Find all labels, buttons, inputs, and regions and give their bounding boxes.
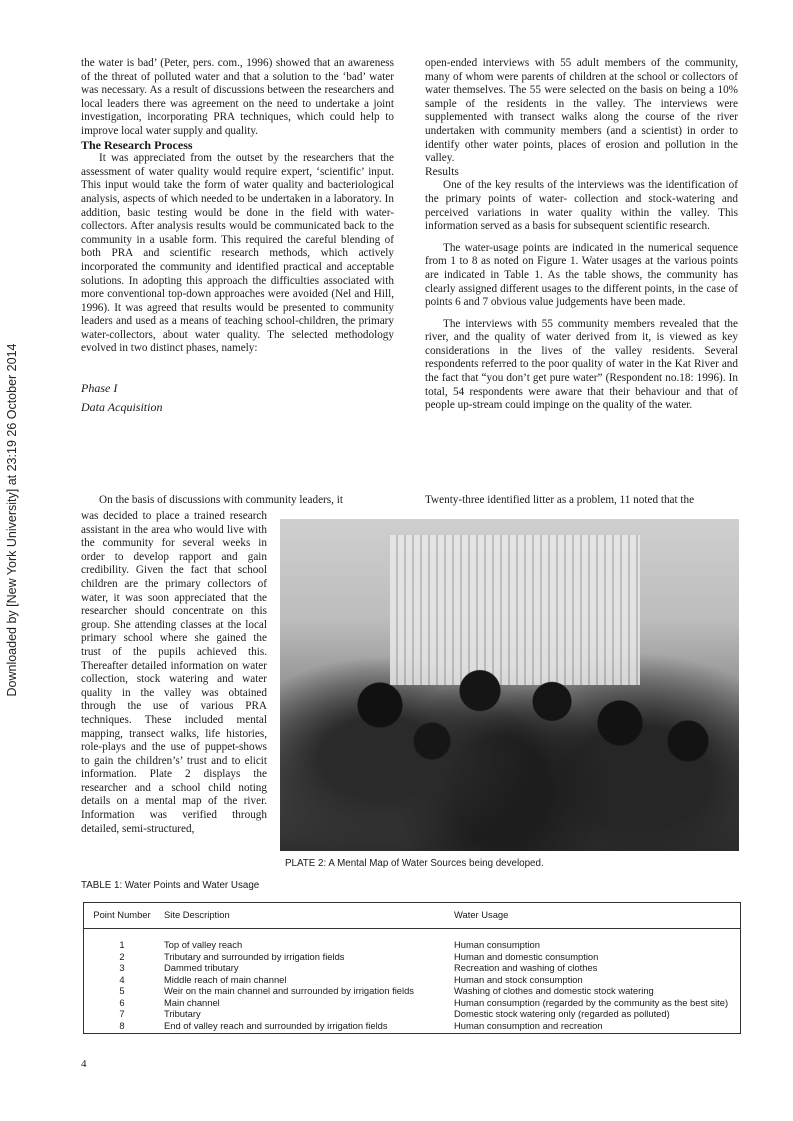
cell-site: Weir on the main channel and surrounded by irrigation fields	[164, 985, 414, 996]
cell-number: 1	[119, 939, 125, 950]
cell-site: Top of valley reach	[164, 939, 243, 950]
table-row	[84, 974, 740, 986]
spanning-line-left: On the basis of discussions with community leaders, it	[99, 494, 343, 506]
subphase-heading: Data Acquisition	[81, 399, 163, 414]
results-heading: Results	[425, 165, 459, 178]
cell-number: 7	[119, 1008, 125, 1019]
table-row	[84, 985, 740, 997]
paragraph: was decided to place a trained research assistant in the area who would live with the community for several weeks in order to develop rapport and gain credibility. Given the fact that school children are the primary collectors of water, it was soon appreciated that the researcher should concentrate on this group. She attending classes at the local primary school where she gained the trust of the pupils achieved this. Thereafter detailed information on water collection, stock watering and water quality in the valley was obtained through the use of various PRA techniques. These included mental mapping, transect walks, life histories, role-plays and the use of puppet-shows to gain the children’s’ trust and to elicit information. Plate 2 displays the researcher and a school child noting details on a mental map of the river. Information was verified through detailed, semi-structured,	[81, 510, 267, 835]
cell-number: 6	[119, 996, 125, 1008]
paragraph: open-ended interviews with 55 adult members of the community, many of whom were parents of children at the school or collectors of water themselves. The 55 were selected on the basis on being a 10% sample of the residents in the valley. The interviews were supplemented with transect walks along the course of the river undertaken with community members (and a scientist) in order to identify other water points, places of erosion and pollution in the valley.	[425, 57, 738, 165]
cell-number: 3	[119, 962, 125, 973]
section-heading: The Research Process	[81, 137, 193, 152]
cell-number: 4	[119, 973, 125, 985]
right-column-top	[425, 57, 738, 413]
spanning-line	[81, 494, 738, 508]
water-points-table	[83, 902, 741, 1034]
cell-usage: Human consumption (regarded by the community as the best site)	[454, 996, 729, 1008]
page-number: 4	[81, 1058, 87, 1070]
cell-number: 2	[119, 950, 125, 962]
table-header-row	[84, 903, 740, 929]
cell-usage: Domestic stock watering only (regarded as polluted)	[454, 1008, 670, 1019]
left-column-narrow	[81, 510, 267, 836]
cell-usage: Human consumption	[454, 939, 540, 950]
paragraph: One of the key results of the interviews was the identification of the primary points of water- collection and stock-watering and perceived variations in water quality within the valley. This information served as a basis for subsequent scientific research.	[425, 179, 738, 233]
download-watermark	[3, 290, 21, 750]
download-watermark-text: Downloaded by [New York University] at 23:19 26 October 2014	[5, 343, 19, 697]
paragraph: The interviews with 55 community members revealed that the river, and the quality of water derived from it, is viewed as key considerations in the lives of the valley residents. Several respondents referred to the poor quality of water in the Kat River and the fact that “you don’t get pure water” (Respondent no.18: 1996). In total, 54 respondents were aware that their behaviour and that of people up-stream could impinge on the quality of the water.	[425, 317, 738, 412]
cell-site: Tributary and surrounded by irrigation fields	[164, 950, 345, 962]
cell-usage: Human and domestic consumption	[454, 950, 599, 962]
header-site-description: Site Description	[160, 903, 450, 929]
cell-site: Tributary	[164, 1008, 201, 1019]
table-row	[84, 997, 740, 1009]
paragraph: It was appreciated from the outset by the researchers that the assessment of water quality would require expert, ‘scientific’ input. This input would take the form of water quality and bacteriological analysis, aspects of which needed to be undertaken in a laboratory. In addition, basic testing would be done in the field with water-collectors. After analysis results would be communicated back to the community in a usable form. This required the careful blending of both PRA and scientific research methods, which actively incorporated the community and identified practical and acceptable solutions. In adopting this approach the difficulties associated with more conventional top-down approaches were avoided (Nel and Hill, 1996). It was agreed that results would be presented to community leaders and used as a means of teaching school-children, the primary water-collectors, about water quality. The selected methodology evolved in two distinct phases, namely:	[81, 152, 394, 355]
children-group	[320, 669, 720, 849]
spanning-line-right: Twenty-three identified litter as a problem, 11 noted that the	[425, 494, 695, 506]
table-row	[84, 1008, 740, 1020]
cell-site: Main channel	[164, 996, 220, 1008]
header-point-number: Point Number	[84, 903, 160, 929]
paragraph: the water is bad’ (Peter, pers. com., 1996) showed that an awareness of the threat of polluted water and that a solution to the ‘bad’ water was necessary. As a result of discussions between the researchers and local leaders there was agreement on the need to undertake a joint investigation, incorporating PRA techniques, which could help to improve local water supply and quality.	[81, 57, 394, 137]
cell-number: 5	[119, 985, 125, 996]
left-column-top	[81, 57, 394, 414]
table-row	[84, 1020, 740, 1032]
plate-caption: PLATE 2: A Mental Map of Water Sources being developed.	[285, 858, 544, 869]
cell-site: End of valley reach and surrounded by irrigation fields	[164, 1019, 388, 1031]
cell-usage: Human consumption and recreation	[454, 1019, 603, 1031]
table-row	[84, 962, 740, 974]
cell-usage: Washing of clothes and domestic stock watering	[454, 985, 654, 996]
cell-usage: Recreation and washing of clothes	[454, 962, 598, 973]
table-caption: TABLE 1: Water Points and Water Usage	[81, 880, 260, 891]
mental-map-board	[390, 535, 640, 685]
table-row	[84, 951, 740, 963]
cell-number: 8	[119, 1019, 125, 1031]
plate-2-photo	[280, 519, 739, 851]
cell-usage: Human and stock consumption	[454, 973, 583, 985]
header-water-usage: Water Usage	[450, 903, 740, 929]
cell-site: Middle reach of main channel	[164, 973, 287, 985]
paragraph: The water-usage points are indicated in the numerical sequence from 1 to 8 as noted on Figure 1. Water usages at the various points are indicated in Table 1. As the table shows, the community has clearly assigned different usages to the different points, in the case of points 6 and 7 obvious value judgements have been made.	[425, 241, 738, 309]
cell-site: Dammed tributary	[164, 962, 239, 973]
table-row	[84, 929, 740, 951]
phase-heading: Phase I	[81, 381, 118, 396]
